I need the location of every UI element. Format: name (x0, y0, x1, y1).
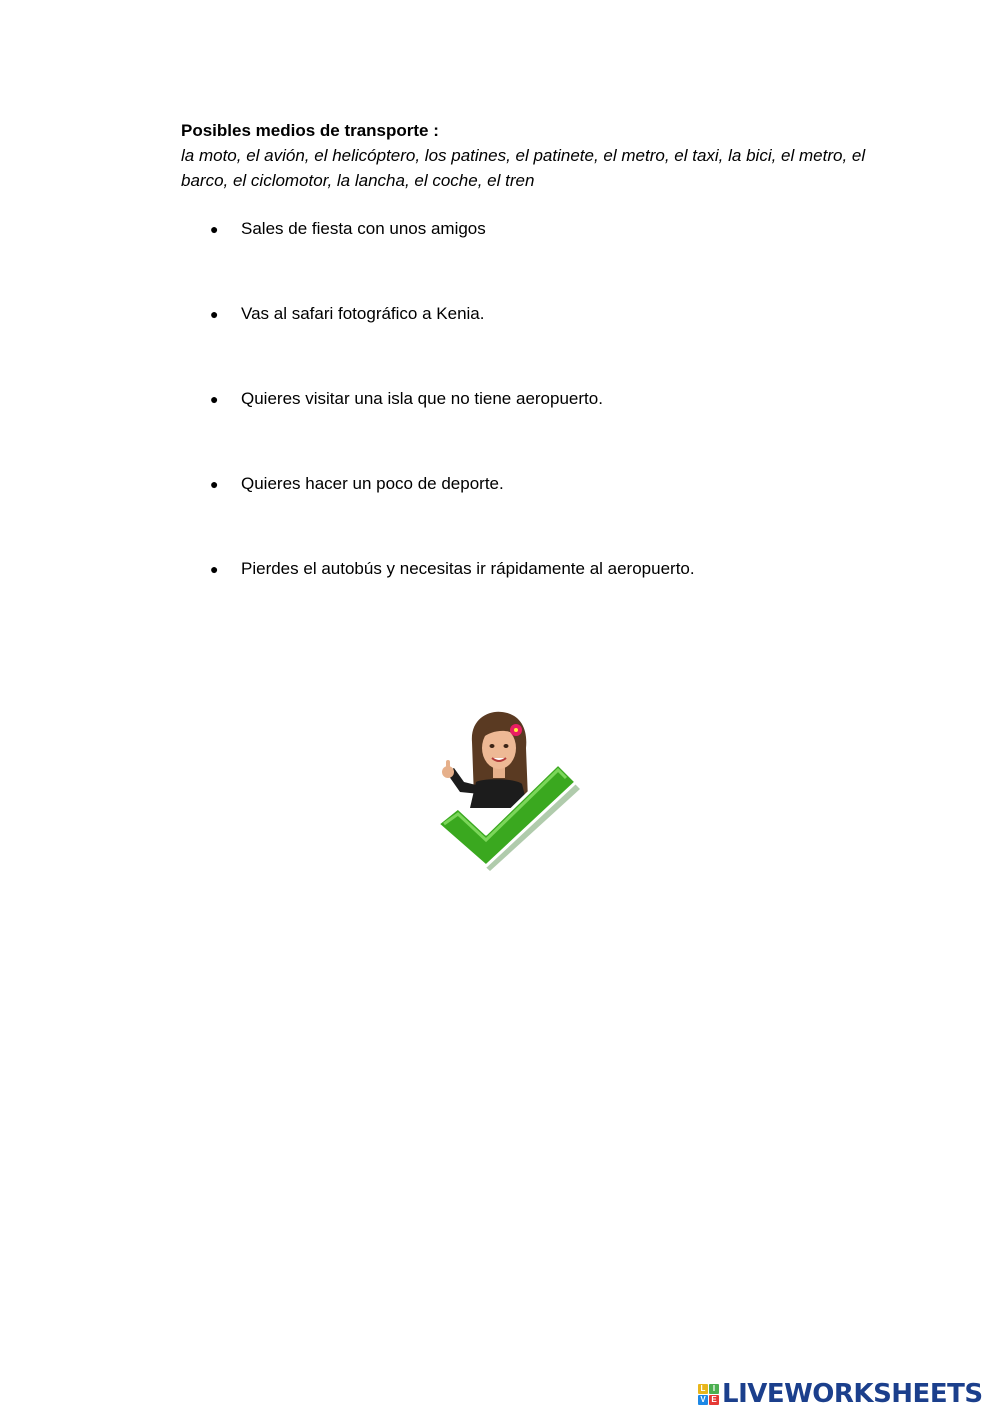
logo-letter-v: V (698, 1395, 708, 1405)
situation-item (210, 387, 910, 411)
situation-item (210, 557, 910, 581)
situation-text: Quieres hacer un poco de deporte. (241, 474, 504, 493)
teacher-avatar-thumbs-up-checkmark-icon (430, 708, 582, 872)
bullet-icon: ● (210, 561, 219, 577)
situation-item (210, 302, 910, 326)
bullet-icon: ● (210, 306, 219, 322)
situation-text: Quieres visitar una isla que no tiene aeropuerto. (241, 389, 603, 408)
logo-letter-e: E (709, 1395, 719, 1405)
liveworksheets-logo (698, 1378, 983, 1410)
transport-options-list: la moto, el avión, el helicóptero, los patines, el patinete, el metro, el taxi, la bici, el metro, el barco, el ciclomotor, la lancha, el coche, el tren (181, 146, 866, 190)
bullet-icon: ● (210, 476, 219, 492)
bullet-icon: ● (210, 221, 219, 237)
logo-letter-l: L (698, 1384, 708, 1394)
situation-item (210, 472, 910, 496)
situation-text: Pierdes el autobús y necesitas ir rápidamente al aeropuerto. (241, 559, 695, 578)
situation-text: Sales de fiesta con unos amigos (241, 219, 486, 238)
logo-mark-icon (698, 1384, 719, 1405)
situation-text: Vas al safari fotográfico a Kenia. (241, 304, 485, 323)
situation-item (210, 217, 910, 241)
logo-letter-i: I (709, 1384, 719, 1394)
brand-text: LIVEWORKSHEETS (722, 1379, 983, 1409)
bullet-icon: ● (210, 391, 219, 407)
worksheet-heading: Posibles medios de transporte : (181, 121, 439, 140)
